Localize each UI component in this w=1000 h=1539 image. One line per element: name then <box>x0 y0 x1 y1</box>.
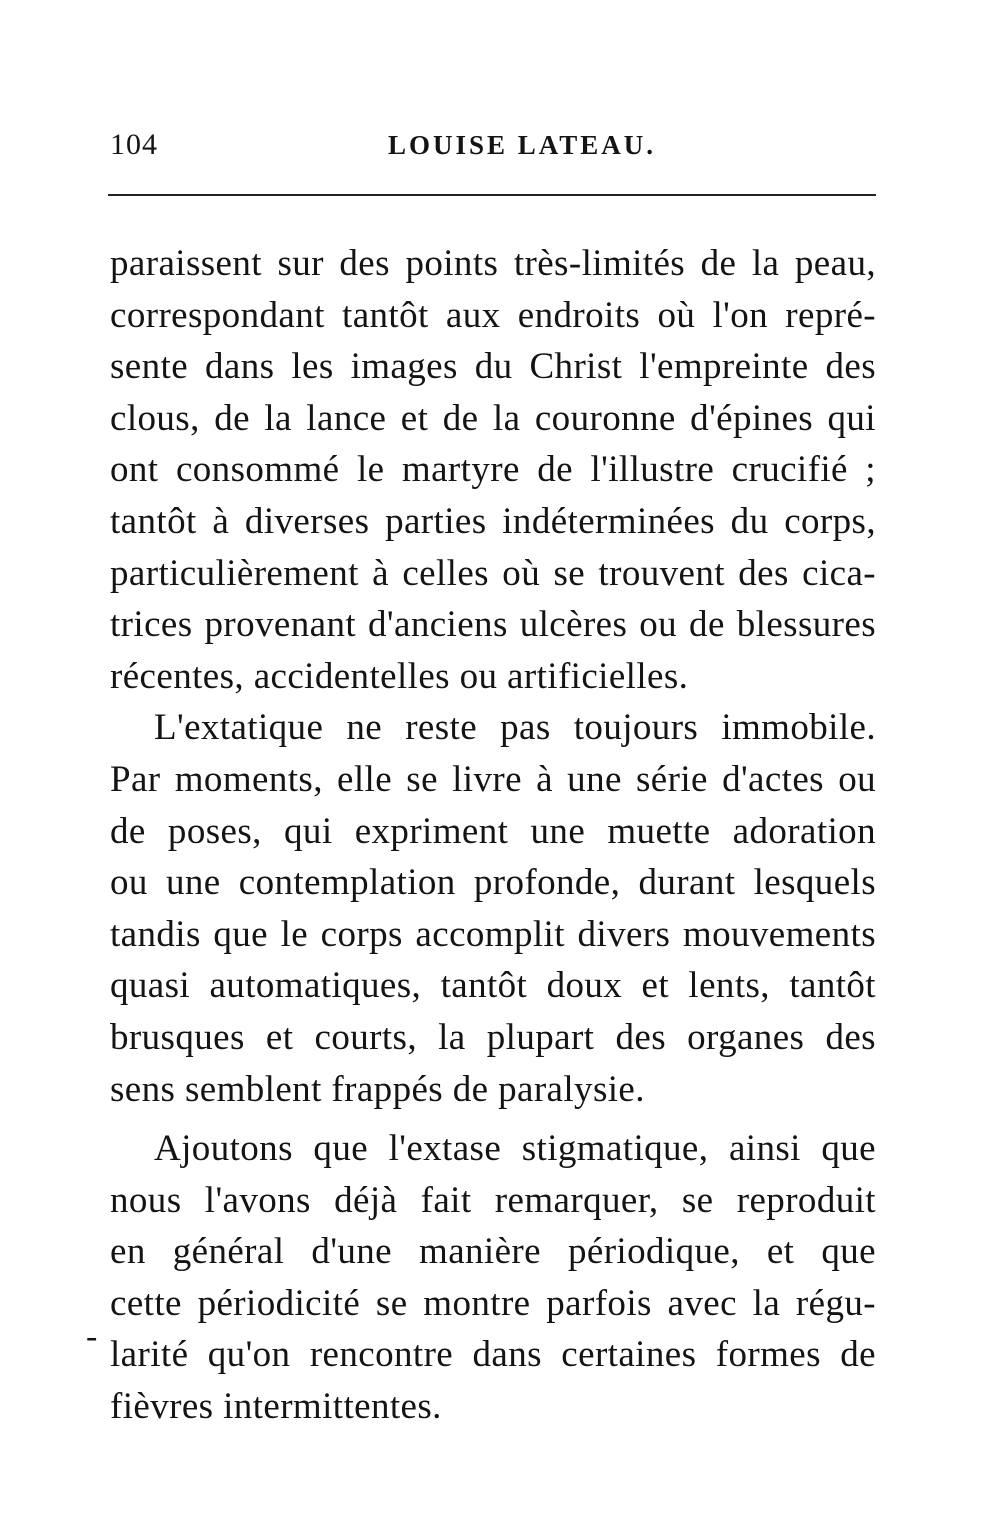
text-line: brusques et courts, la plupart des organes des <box>110 1016 876 1058</box>
paragraph-gap <box>110 1115 876 1123</box>
text-line: larité qu'on rencontre dans certaines formes de <box>110 1334 876 1376</box>
paragraph <box>110 702 876 1115</box>
body-text <box>110 238 876 1433</box>
running-head <box>110 128 880 168</box>
text-line: fièvres intermittentes. <box>110 1386 442 1428</box>
header-rule <box>108 194 876 196</box>
text-line: nous l'avons déjà fait remarquer, se reproduit <box>110 1179 876 1221</box>
text-line: tandis que le corps accomplit divers mouvements <box>110 913 876 955</box>
text-line: particulièrement à celles où se trouvent des cica- <box>110 552 876 594</box>
text-line: de poses, qui expriment une muette adoration <box>110 810 876 852</box>
text-line: correspondant tantôt aux endroits où l'on repré- <box>110 294 876 336</box>
running-title: LOUISE LATEAU. <box>388 130 657 160</box>
text-line: Ajoutons que l'extase stigmatique, ainsi que <box>154 1128 876 1170</box>
text-line: tantôt à diverses parties indéterminées du corps, <box>110 500 876 542</box>
page-number: 104 <box>110 128 158 161</box>
text-line: quasi automatiques, tantôt doux et lents, tantôt <box>110 965 876 1007</box>
text-line: sens semblent frappés de paralysie. <box>110 1068 645 1110</box>
paragraph <box>110 238 876 702</box>
text-line: L'extatique ne reste pas toujours immobile. <box>154 707 876 749</box>
text-line: paraissent sur des points très-limités de la peau, <box>110 243 876 284</box>
paragraph <box>110 1123 876 1433</box>
text-line: clous, de la lance et de la couronne d'épines qui <box>110 397 876 439</box>
text-line: récentes, accidentelles ou artificielles. <box>110 655 689 697</box>
text-line: en général d'une manière périodique, et que <box>110 1231 876 1273</box>
text-line: Par moments, elle se livre à une série d'actes ou <box>110 758 876 800</box>
margin-mark: - <box>86 1318 98 1355</box>
text-line: ou une contemplation profonde, durant lesquels <box>110 862 876 904</box>
text-line: ont consommé le martyre de l'illustre crucifié ; <box>110 449 876 491</box>
text-line: cette périodicité se montre parfois avec la régu- <box>110 1282 876 1324</box>
text-line: trices provenant d'anciens ulcères ou de blessures <box>110 604 876 646</box>
text-line: sente dans les images du Christ l'empreinte des <box>110 346 876 388</box>
